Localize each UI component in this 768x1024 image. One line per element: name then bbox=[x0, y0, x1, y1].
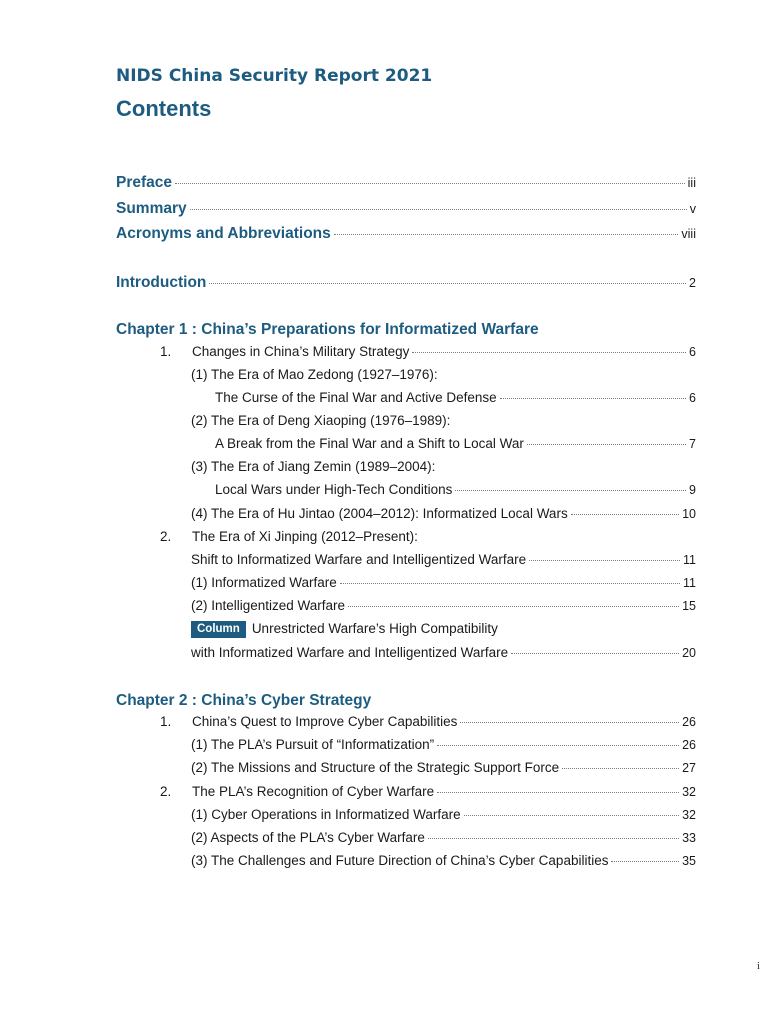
toc-entry-ch1-s2-1[interactable] bbox=[191, 575, 696, 590]
toc-entry-ch2-s1[interactable] bbox=[160, 714, 696, 729]
dot-leader bbox=[334, 233, 679, 235]
toc-entry-page: 11 bbox=[683, 576, 696, 590]
toc-entry-label: Changes in China’s Military Strategy bbox=[192, 344, 410, 359]
dot-leader bbox=[464, 814, 679, 816]
toc-entry-page: 11 bbox=[683, 553, 696, 567]
chapter-2-title[interactable]: Chapter 2 : China’s Cyber Strategy bbox=[116, 692, 372, 709]
chapter-1-title[interactable]: Chapter 1 : China’s Preparations for Informatized Warfare bbox=[116, 321, 539, 338]
toc-entry-page: 9 bbox=[689, 483, 696, 497]
dot-leader bbox=[437, 791, 679, 793]
toc-entry-ch1-s1-4[interactable] bbox=[191, 506, 696, 521]
toc-entry-page: 7 bbox=[689, 437, 696, 451]
toc-entry-ch1-s1-1[interactable] bbox=[215, 390, 696, 405]
toc-entry-page: iii bbox=[687, 176, 696, 190]
toc-entry-label: (2) The Missions and Structure of the Strategic Support Force bbox=[191, 760, 560, 775]
toc-entry-ch1-s1-3[interactable] bbox=[215, 482, 696, 497]
toc-entry-page: 20 bbox=[682, 646, 696, 660]
toc-entry-page: v bbox=[689, 202, 696, 216]
dot-leader bbox=[562, 767, 679, 769]
toc-entry-label: Preface bbox=[116, 174, 173, 191]
toc-entry-ch2-s2[interactable] bbox=[160, 784, 696, 799]
toc-section-heading bbox=[160, 529, 418, 544]
toc-entry-label: Acronyms and Abbreviations bbox=[116, 225, 331, 242]
dot-leader bbox=[571, 513, 679, 515]
toc-entry-page: 26 bbox=[682, 738, 696, 752]
toc-entry-ch2-s1-1[interactable] bbox=[191, 737, 696, 752]
column-heading bbox=[191, 621, 498, 639]
toc-entry-label: The Curse of the Final War and Active Defense bbox=[215, 390, 497, 405]
dot-leader bbox=[500, 397, 686, 399]
toc-entry-page: 10 bbox=[682, 507, 696, 521]
toc-entry-label: (4) The Era of Hu Jintao (2004–2012): Informatized Local Wars bbox=[191, 506, 568, 521]
dot-leader bbox=[340, 582, 680, 584]
toc-entry-preface[interactable] bbox=[116, 174, 696, 192]
column-badge: Column bbox=[191, 621, 246, 638]
toc-entry-label: with Informatized Warfare and Intelligentized Warfare bbox=[191, 645, 509, 660]
toc-subentry-heading: (1) The Era of Mao Zedong (1927–1976): bbox=[191, 367, 438, 382]
dot-leader bbox=[611, 860, 679, 862]
toc-entry-page: 27 bbox=[682, 761, 696, 775]
page-number: i bbox=[757, 961, 760, 972]
section-number: 2. bbox=[160, 784, 172, 799]
section-number: 1. bbox=[160, 714, 172, 729]
toc-entry-ch1-s1[interactable] bbox=[160, 344, 696, 359]
dot-leader bbox=[348, 605, 679, 607]
contents-heading: Contents bbox=[116, 96, 212, 121]
toc-entry-label: The PLA’s Recognition of Cyber Warfare bbox=[192, 784, 435, 799]
toc-entry-label: Summary bbox=[116, 200, 187, 217]
toc-entry-label: Local Wars under High-Tech Conditions bbox=[215, 482, 453, 497]
toc-entry-ch1-s2[interactable] bbox=[191, 552, 696, 567]
toc-entry-ch1-s2-2[interactable] bbox=[191, 598, 696, 613]
toc-entry-page: 33 bbox=[682, 831, 696, 845]
toc-entry-label: (3) The Challenges and Future Direction of China’s Cyber Capabilities bbox=[191, 853, 609, 868]
dot-leader bbox=[460, 721, 679, 723]
toc-entry-label: (1) The PLA’s Pursuit of “Informatization” bbox=[191, 737, 435, 752]
dot-leader bbox=[190, 208, 687, 210]
toc-entry-page: 32 bbox=[682, 808, 696, 822]
toc-entry-page: viii bbox=[681, 227, 696, 241]
toc-entry-label: (2) Aspects of the PLA’s Cyber Warfare bbox=[191, 830, 425, 845]
toc-entry-label: Introduction bbox=[116, 274, 207, 291]
toc-entry-ch1-column[interactable] bbox=[191, 645, 696, 660]
dot-leader bbox=[412, 351, 686, 353]
toc-entry-ch2-s2-3[interactable] bbox=[191, 853, 696, 868]
toc-entry-page: 32 bbox=[682, 785, 696, 799]
toc-entry-label: (1) Cyber Operations in Informatized Warfare bbox=[191, 807, 461, 822]
toc-entry-page: 26 bbox=[682, 715, 696, 729]
dot-leader bbox=[455, 489, 686, 491]
toc-entry-label: Shift to Informatized Warfare and Intelligentized Warfare bbox=[191, 552, 527, 567]
toc-entry-page: 15 bbox=[682, 599, 696, 613]
toc-entry-page: 35 bbox=[682, 854, 696, 868]
toc-entry-label: (2) Intelligentized Warfare bbox=[191, 598, 346, 613]
toc-entry-label: (1) Informatized Warfare bbox=[191, 575, 337, 590]
toc-entry-label: China’s Quest to Improve Cyber Capabilities bbox=[192, 714, 458, 729]
dot-leader bbox=[529, 559, 680, 561]
toc-subentry-heading: (3) The Era of Jiang Zemin (1989–2004): bbox=[191, 459, 436, 474]
toc-entry-ch2-s2-1[interactable] bbox=[191, 807, 696, 822]
report-title: NIDS China Security Report 2021 bbox=[116, 66, 433, 86]
dot-leader bbox=[511, 652, 679, 654]
toc-entry-acronyms[interactable] bbox=[116, 225, 696, 243]
section-number: 1. bbox=[160, 344, 172, 359]
toc-subentry-heading: (2) The Era of Deng Xiaoping (1976–1989): bbox=[191, 413, 451, 428]
toc-entry-summary[interactable] bbox=[116, 200, 696, 218]
toc-entry-introduction[interactable] bbox=[116, 274, 696, 292]
column-heading-text: Unrestricted Warfare’s High Compatibility bbox=[251, 621, 498, 636]
dot-leader bbox=[209, 282, 686, 284]
toc-entry-page: 6 bbox=[689, 345, 696, 359]
dot-leader bbox=[527, 443, 686, 445]
toc-entry-ch1-s1-2[interactable] bbox=[215, 436, 696, 451]
dot-leader bbox=[437, 744, 679, 746]
toc-entry-label: A Break from the Final War and a Shift to Local War bbox=[215, 436, 524, 451]
dot-leader bbox=[175, 182, 685, 184]
toc-entry-ch2-s1-2[interactable] bbox=[191, 760, 696, 775]
dot-leader bbox=[428, 837, 679, 839]
toc-entry-ch2-s2-2[interactable] bbox=[191, 830, 696, 845]
toc-entry-page: 6 bbox=[689, 391, 696, 405]
toc-entry-page: 2 bbox=[689, 276, 696, 290]
section-number: 2. bbox=[160, 529, 172, 544]
section-heading-text: The Era of Xi Jinping (2012–Present): bbox=[192, 529, 418, 544]
